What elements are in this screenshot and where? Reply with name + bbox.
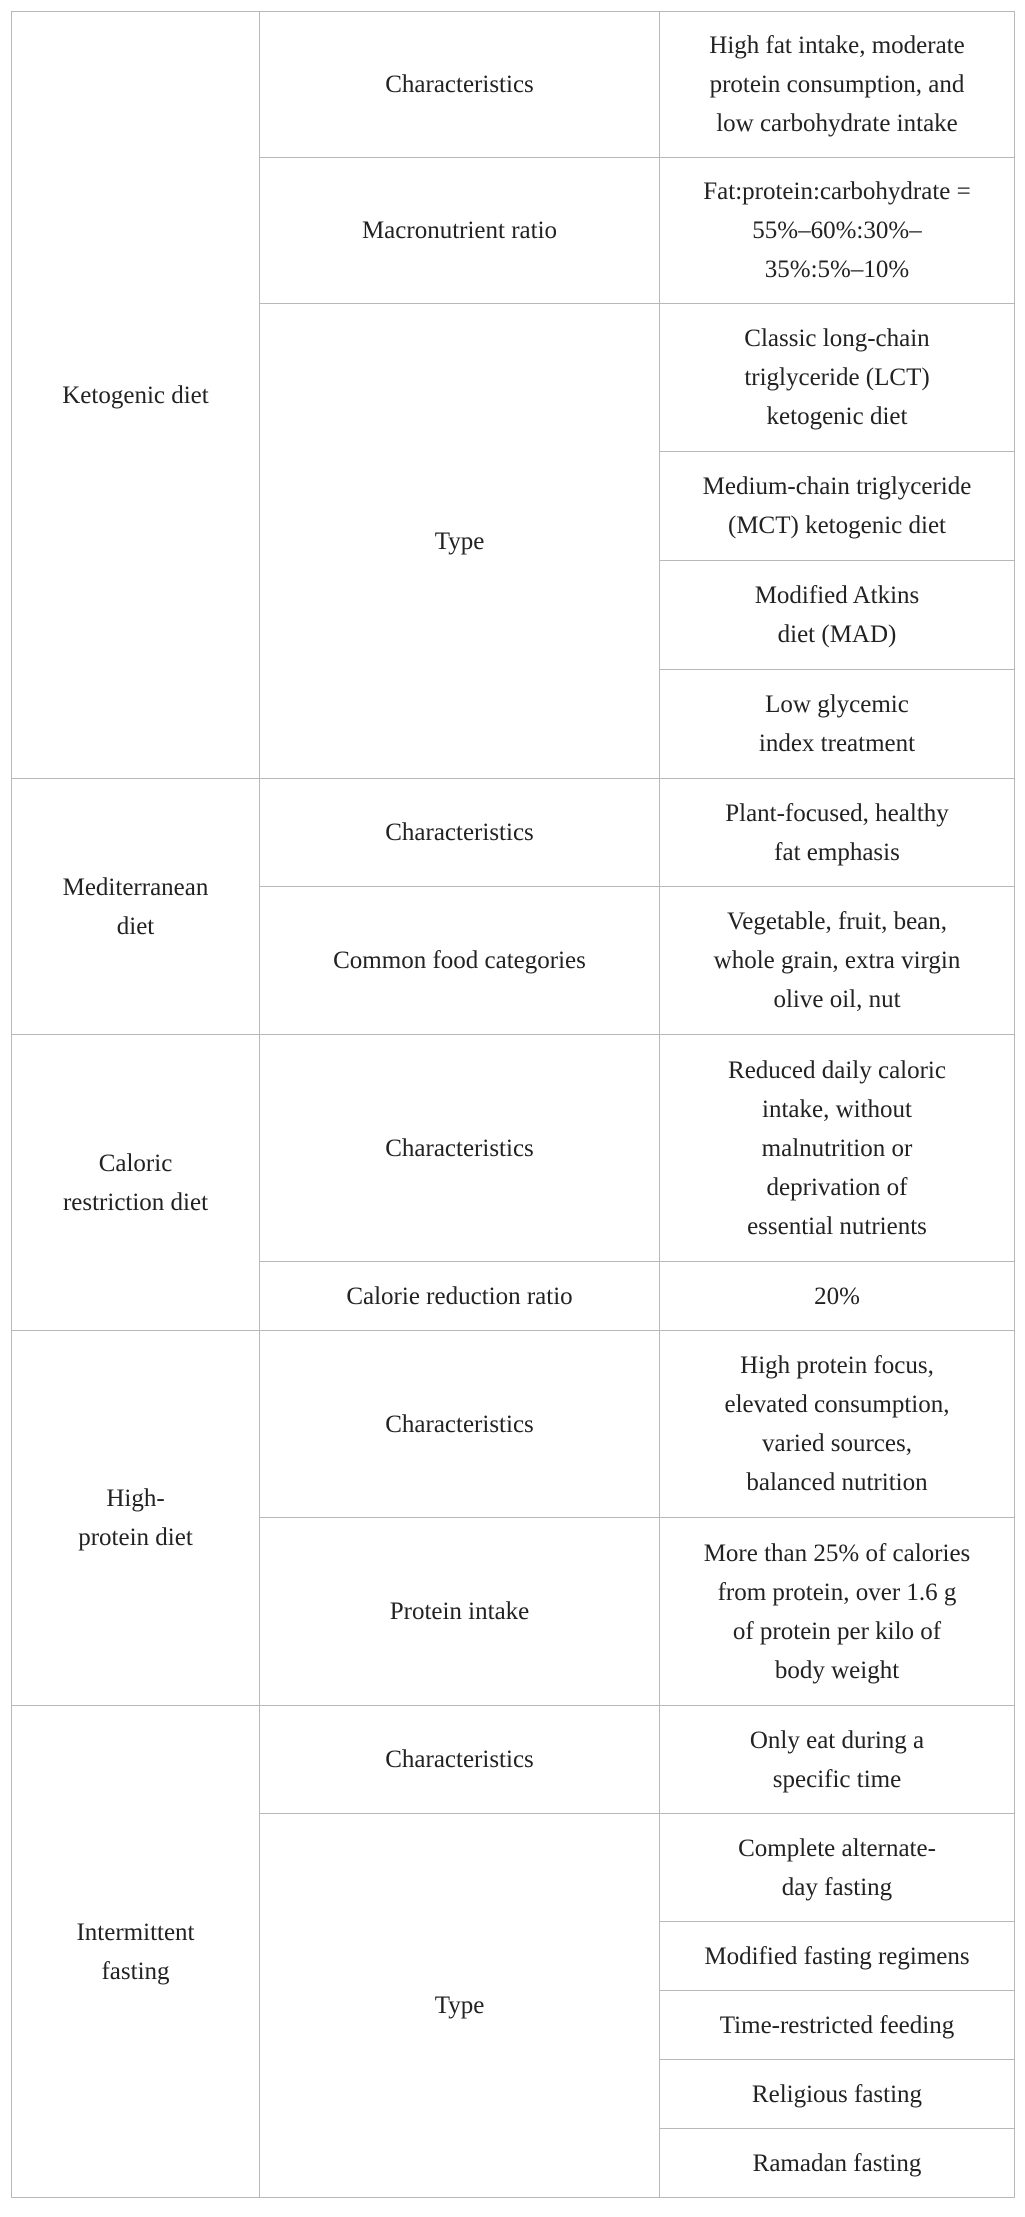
diet-name-mediterranean: Mediterranean diet bbox=[12, 779, 260, 1035]
attribute-label: Characteristics bbox=[260, 1706, 660, 1814]
type-value: Medium-chain triglyceride (MCT) ketogenic diet bbox=[660, 452, 1015, 561]
type-value: Modified Atkins diet (MAD) bbox=[660, 561, 1015, 670]
type-value: Complete alternate- day fasting bbox=[660, 1814, 1015, 1922]
attribute-value: Only eat during a specific time bbox=[660, 1706, 1015, 1814]
attribute-value: 20% bbox=[660, 1262, 1015, 1331]
attribute-label: Characteristics bbox=[260, 1035, 660, 1262]
diet-name-caloric-restriction: Caloric restriction diet bbox=[12, 1035, 260, 1331]
attribute-value: Reduced daily caloric intake, without malnutrition or deprivation of essential nutrients bbox=[660, 1035, 1015, 1262]
attribute-label: Protein intake bbox=[260, 1518, 660, 1706]
attribute-label: Macronutrient ratio bbox=[260, 158, 660, 304]
diet-name-high-protein: High- protein diet bbox=[12, 1331, 260, 1706]
table-row bbox=[12, 12, 1015, 158]
table-row bbox=[12, 1035, 1015, 1262]
attribute-value: High fat intake, moderate protein consumption, and low carbohydrate intake bbox=[660, 12, 1015, 158]
attribute-value: Fat:protein:carbohydrate = 55%–60%:30%– 35%:5%–10% bbox=[660, 158, 1015, 304]
attribute-label: Type bbox=[260, 304, 660, 779]
attribute-value: Vegetable, fruit, bean, whole grain, extra virgin olive oil, nut bbox=[660, 887, 1015, 1035]
attribute-value: High protein focus, elevated consumption, varied sources, balanced nutrition bbox=[660, 1331, 1015, 1518]
attribute-value: Plant-focused, healthy fat emphasis bbox=[660, 779, 1015, 887]
type-value: Ramadan fasting bbox=[660, 2129, 1015, 2198]
attribute-label: Type bbox=[260, 1814, 660, 2198]
attribute-value: More than 25% of calories from protein, over 1.6 g of protein per kilo of body weight bbox=[660, 1518, 1015, 1706]
attribute-label: Characteristics bbox=[260, 12, 660, 158]
attribute-label: Calorie reduction ratio bbox=[260, 1262, 660, 1331]
diet-name-ketogenic: Ketogenic diet bbox=[12, 12, 260, 779]
diet-table bbox=[11, 11, 1015, 2198]
diet-name-intermittent-fasting: Intermittent fasting bbox=[12, 1706, 260, 2198]
attribute-label: Common food categories bbox=[260, 887, 660, 1035]
table-row bbox=[12, 1331, 1015, 1518]
type-value: Modified fasting regimens bbox=[660, 1922, 1015, 1991]
type-value: Religious fasting bbox=[660, 2060, 1015, 2129]
attribute-label: Characteristics bbox=[260, 1331, 660, 1518]
attribute-label: Characteristics bbox=[260, 779, 660, 887]
table-row bbox=[12, 1706, 1015, 1814]
type-value: Classic long-chain triglyceride (LCT) ketogenic diet bbox=[660, 304, 1015, 452]
type-value: Low glycemic index treatment bbox=[660, 670, 1015, 779]
type-value: Time-restricted feeding bbox=[660, 1991, 1015, 2060]
table-row bbox=[12, 779, 1015, 887]
